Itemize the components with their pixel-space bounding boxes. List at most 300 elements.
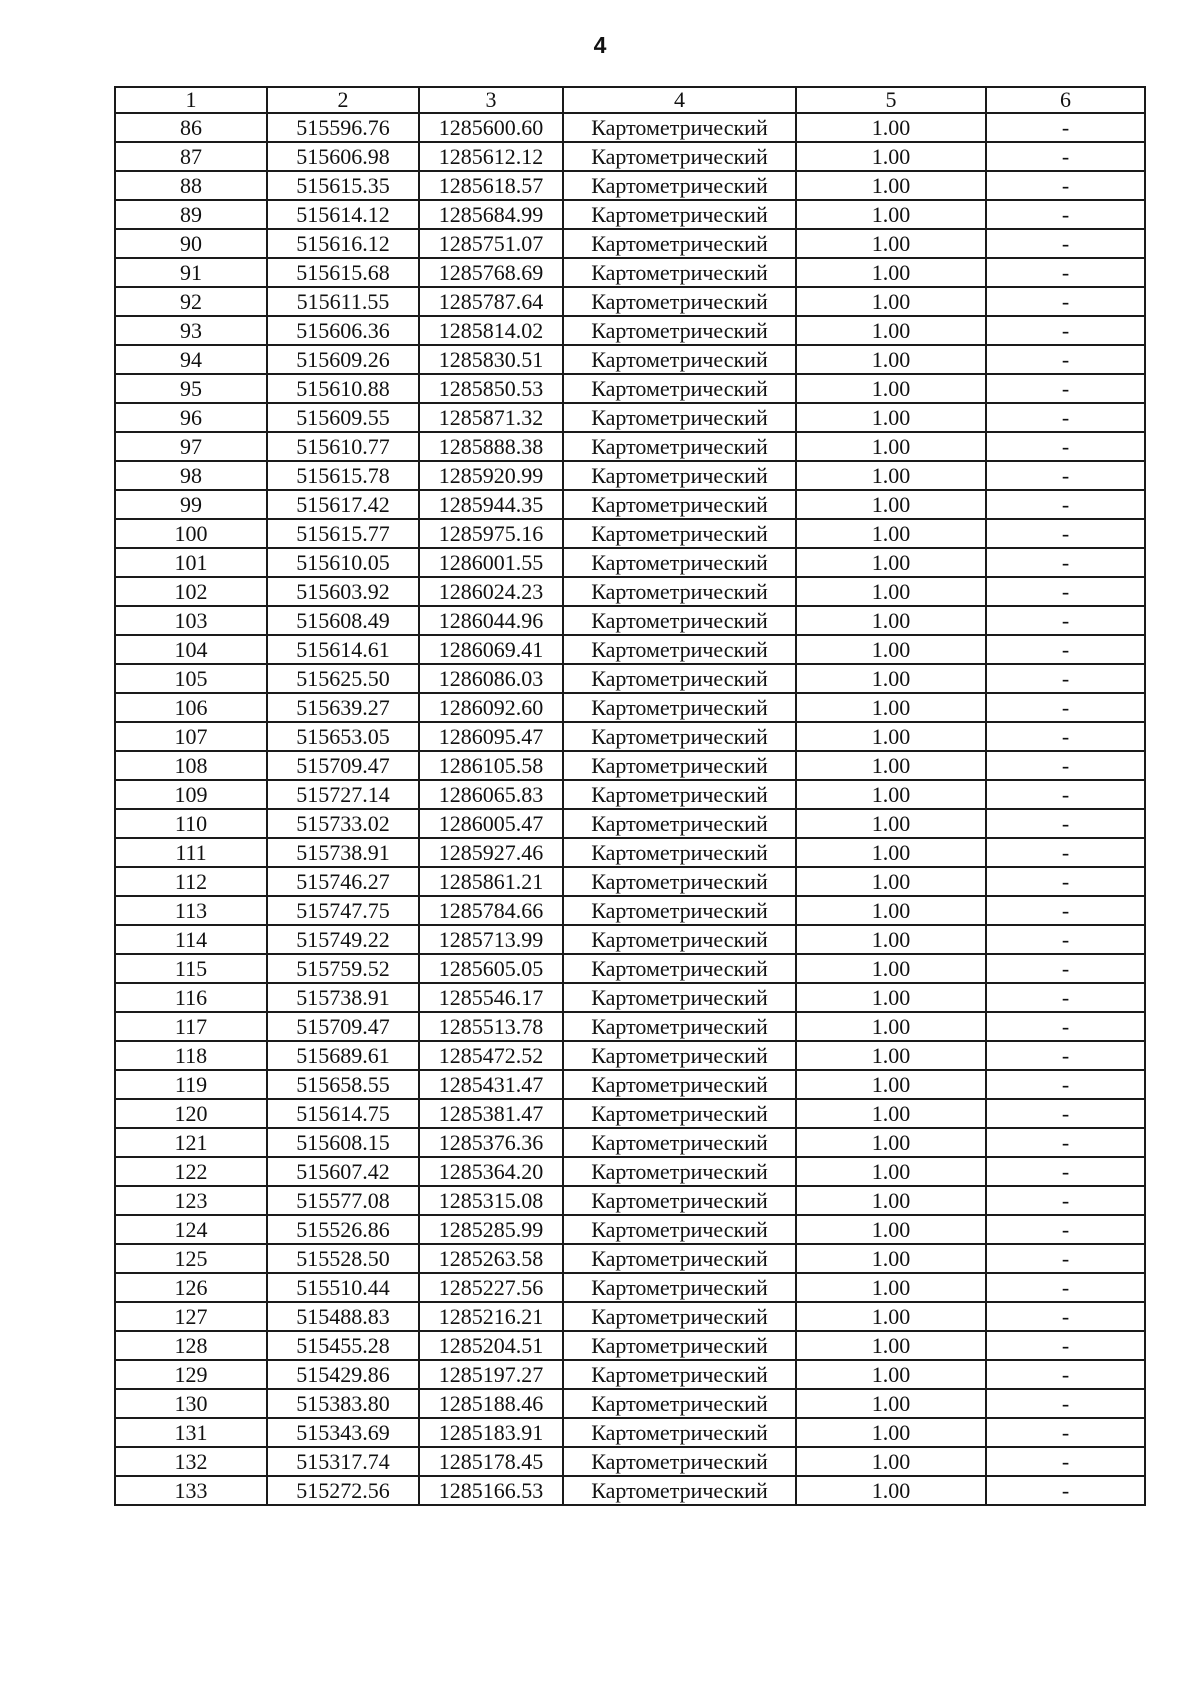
point-number-cell: 88 <box>115 171 267 200</box>
method-cell: Картометрический <box>563 1273 796 1302</box>
x-coordinate-cell: 515615.78 <box>267 461 419 490</box>
table-row <box>115 171 1145 200</box>
x-coordinate-cell: 515759.52 <box>267 954 419 983</box>
table-row <box>115 577 1145 606</box>
method-cell: Картометрический <box>563 751 796 780</box>
column-header-1: 1 <box>115 87 267 113</box>
point-number-cell: 128 <box>115 1331 267 1360</box>
description-cell: - <box>986 1157 1145 1186</box>
table-row <box>115 1041 1145 1070</box>
x-coordinate-cell: 515610.05 <box>267 548 419 577</box>
point-number-cell: 130 <box>115 1389 267 1418</box>
method-cell: Картометрический <box>563 896 796 925</box>
accuracy-cell: 1.00 <box>796 1360 986 1389</box>
x-coordinate-cell: 515746.27 <box>267 867 419 896</box>
table-row <box>115 432 1145 461</box>
method-cell: Картометрический <box>563 316 796 345</box>
accuracy-cell: 1.00 <box>796 983 986 1012</box>
y-coordinate-cell: 1285618.57 <box>419 171 563 200</box>
accuracy-cell: 1.00 <box>796 693 986 722</box>
method-cell: Картометрический <box>563 809 796 838</box>
description-cell: - <box>986 1012 1145 1041</box>
table-row <box>115 1273 1145 1302</box>
x-coordinate-cell: 515658.55 <box>267 1070 419 1099</box>
point-number-cell: 104 <box>115 635 267 664</box>
point-number-cell: 125 <box>115 1244 267 1273</box>
y-coordinate-cell: 1285850.53 <box>419 374 563 403</box>
y-coordinate-cell: 1285814.02 <box>419 316 563 345</box>
method-cell: Картометрический <box>563 258 796 287</box>
point-number-cell: 114 <box>115 925 267 954</box>
table-row <box>115 693 1145 722</box>
description-cell: - <box>986 693 1145 722</box>
description-cell: - <box>986 780 1145 809</box>
table-row <box>115 142 1145 171</box>
table-row <box>115 1302 1145 1331</box>
description-cell: - <box>986 809 1145 838</box>
y-coordinate-cell: 1285183.91 <box>419 1418 563 1447</box>
description-cell: - <box>986 1331 1145 1360</box>
point-number-cell: 115 <box>115 954 267 983</box>
table-row <box>115 287 1145 316</box>
table-row <box>115 1447 1145 1476</box>
table-row <box>115 838 1145 867</box>
method-cell: Картометрический <box>563 200 796 229</box>
table-row <box>115 1012 1145 1041</box>
y-coordinate-cell: 1285830.51 <box>419 345 563 374</box>
point-number-cell: 96 <box>115 403 267 432</box>
table-row <box>115 1186 1145 1215</box>
x-coordinate-cell: 515429.86 <box>267 1360 419 1389</box>
accuracy-cell: 1.00 <box>796 1099 986 1128</box>
table-row <box>115 374 1145 403</box>
description-cell: - <box>986 664 1145 693</box>
accuracy-cell: 1.00 <box>796 1302 986 1331</box>
y-coordinate-cell: 1285364.20 <box>419 1157 563 1186</box>
accuracy-cell: 1.00 <box>796 1157 986 1186</box>
description-cell: - <box>986 1389 1145 1418</box>
x-coordinate-cell: 515749.22 <box>267 925 419 954</box>
y-coordinate-cell: 1285713.99 <box>419 925 563 954</box>
description-cell: - <box>986 867 1145 896</box>
y-coordinate-cell: 1285513.78 <box>419 1012 563 1041</box>
point-number-cell: 89 <box>115 200 267 229</box>
accuracy-cell: 1.00 <box>796 954 986 983</box>
method-cell: Картометрический <box>563 1447 796 1476</box>
description-cell: - <box>986 1099 1145 1128</box>
point-number-cell: 94 <box>115 345 267 374</box>
y-coordinate-cell: 1286024.23 <box>419 577 563 606</box>
column-header-3: 3 <box>419 87 563 113</box>
y-coordinate-cell: 1285166.53 <box>419 1476 563 1505</box>
description-cell: - <box>986 490 1145 519</box>
method-cell: Картометрический <box>563 838 796 867</box>
x-coordinate-cell: 515733.02 <box>267 809 419 838</box>
x-coordinate-cell: 515611.55 <box>267 287 419 316</box>
table-row <box>115 954 1145 983</box>
y-coordinate-cell: 1285285.99 <box>419 1215 563 1244</box>
point-number-cell: 120 <box>115 1099 267 1128</box>
table-row <box>115 258 1145 287</box>
accuracy-cell: 1.00 <box>796 461 986 490</box>
method-cell: Картометрический <box>563 664 796 693</box>
table-row <box>115 925 1145 954</box>
column-header-4: 4 <box>563 87 796 113</box>
description-cell: - <box>986 432 1145 461</box>
x-coordinate-cell: 515603.92 <box>267 577 419 606</box>
y-coordinate-cell: 1285787.64 <box>419 287 563 316</box>
x-coordinate-cell: 515343.69 <box>267 1418 419 1447</box>
accuracy-cell: 1.00 <box>796 1447 986 1476</box>
y-coordinate-cell: 1285188.46 <box>419 1389 563 1418</box>
point-number-cell: 118 <box>115 1041 267 1070</box>
point-number-cell: 101 <box>115 548 267 577</box>
accuracy-cell: 1.00 <box>796 1389 986 1418</box>
description-cell: - <box>986 142 1145 171</box>
description-cell: - <box>986 171 1145 200</box>
accuracy-cell: 1.00 <box>796 142 986 171</box>
table-row <box>115 548 1145 577</box>
description-cell: - <box>986 635 1145 664</box>
method-cell: Картометрический <box>563 374 796 403</box>
method-cell: Картометрический <box>563 722 796 751</box>
x-coordinate-cell: 515738.91 <box>267 838 419 867</box>
point-number-cell: 119 <box>115 1070 267 1099</box>
point-number-cell: 111 <box>115 838 267 867</box>
method-cell: Картометрический <box>563 548 796 577</box>
table-row <box>115 403 1145 432</box>
y-coordinate-cell: 1285178.45 <box>419 1447 563 1476</box>
table-row <box>115 664 1145 693</box>
description-cell: - <box>986 113 1145 142</box>
accuracy-cell: 1.00 <box>796 577 986 606</box>
table-row <box>115 1070 1145 1099</box>
table-row <box>115 1099 1145 1128</box>
x-coordinate-cell: 515615.77 <box>267 519 419 548</box>
description-cell: - <box>986 1273 1145 1302</box>
accuracy-cell: 1.00 <box>796 896 986 925</box>
description-cell: - <box>986 1070 1145 1099</box>
description-cell: - <box>986 1186 1145 1215</box>
y-coordinate-cell: 1285751.07 <box>419 229 563 258</box>
y-coordinate-cell: 1286092.60 <box>419 693 563 722</box>
y-coordinate-cell: 1285376.36 <box>419 1128 563 1157</box>
method-cell: Картометрический <box>563 519 796 548</box>
x-coordinate-cell: 515617.42 <box>267 490 419 519</box>
method-cell: Картометрический <box>563 1157 796 1186</box>
y-coordinate-cell: 1286086.03 <box>419 664 563 693</box>
y-coordinate-cell: 1285944.35 <box>419 490 563 519</box>
method-cell: Картометрический <box>563 1302 796 1331</box>
y-coordinate-cell: 1286105.58 <box>419 751 563 780</box>
method-cell: Картометрический <box>563 1099 796 1128</box>
description-cell: - <box>986 983 1145 1012</box>
method-cell: Картометрический <box>563 1012 796 1041</box>
table-row <box>115 1360 1145 1389</box>
x-coordinate-cell: 515747.75 <box>267 896 419 925</box>
x-coordinate-cell: 515577.08 <box>267 1186 419 1215</box>
accuracy-cell: 1.00 <box>796 809 986 838</box>
table-row <box>115 461 1145 490</box>
description-cell: - <box>986 1244 1145 1273</box>
accuracy-cell: 1.00 <box>796 403 986 432</box>
x-coordinate-cell: 515606.36 <box>267 316 419 345</box>
y-coordinate-cell: 1285612.12 <box>419 142 563 171</box>
description-cell: - <box>986 1360 1145 1389</box>
point-number-cell: 98 <box>115 461 267 490</box>
y-coordinate-cell: 1285216.21 <box>419 1302 563 1331</box>
method-cell: Картометрический <box>563 345 796 374</box>
description-cell: - <box>986 896 1145 925</box>
point-number-cell: 132 <box>115 1447 267 1476</box>
point-number-cell: 92 <box>115 287 267 316</box>
accuracy-cell: 1.00 <box>796 1012 986 1041</box>
table-row <box>115 519 1145 548</box>
table-row <box>115 867 1145 896</box>
method-cell: Картометрический <box>563 1389 796 1418</box>
point-number-cell: 112 <box>115 867 267 896</box>
method-cell: Картометрический <box>563 693 796 722</box>
point-number-cell: 90 <box>115 229 267 258</box>
method-cell: Картометрический <box>563 461 796 490</box>
point-number-cell: 87 <box>115 142 267 171</box>
description-cell: - <box>986 954 1145 983</box>
point-number-cell: 86 <box>115 113 267 142</box>
y-coordinate-cell: 1285197.27 <box>419 1360 563 1389</box>
y-coordinate-cell: 1285381.47 <box>419 1099 563 1128</box>
method-cell: Картометрический <box>563 1418 796 1447</box>
table-row <box>115 316 1145 345</box>
description-cell: - <box>986 1418 1145 1447</box>
method-cell: Картометрический <box>563 113 796 142</box>
description-cell: - <box>986 258 1145 287</box>
description-cell: - <box>986 1041 1145 1070</box>
y-coordinate-cell: 1285263.58 <box>419 1244 563 1273</box>
x-coordinate-cell: 515727.14 <box>267 780 419 809</box>
y-coordinate-cell: 1286069.41 <box>419 635 563 664</box>
description-cell: - <box>986 1476 1145 1505</box>
method-cell: Картометрический <box>563 1186 796 1215</box>
x-coordinate-cell: 515526.86 <box>267 1215 419 1244</box>
description-cell: - <box>986 519 1145 548</box>
description-cell: - <box>986 229 1145 258</box>
accuracy-cell: 1.00 <box>796 490 986 519</box>
table-header <box>115 87 1145 113</box>
y-coordinate-cell: 1285315.08 <box>419 1186 563 1215</box>
table-row <box>115 722 1145 751</box>
method-cell: Картометрический <box>563 490 796 519</box>
method-cell: Картометрический <box>563 606 796 635</box>
point-number-cell: 93 <box>115 316 267 345</box>
accuracy-cell: 1.00 <box>796 925 986 954</box>
accuracy-cell: 1.00 <box>796 867 986 896</box>
point-number-cell: 91 <box>115 258 267 287</box>
accuracy-cell: 1.00 <box>796 519 986 548</box>
x-coordinate-cell: 515608.15 <box>267 1128 419 1157</box>
x-coordinate-cell: 515614.75 <box>267 1099 419 1128</box>
table-row <box>115 1215 1145 1244</box>
accuracy-cell: 1.00 <box>796 113 986 142</box>
method-cell: Картометрический <box>563 1331 796 1360</box>
accuracy-cell: 1.00 <box>796 1128 986 1157</box>
x-coordinate-cell: 515272.56 <box>267 1476 419 1505</box>
accuracy-cell: 1.00 <box>796 1215 986 1244</box>
method-cell: Картометрический <box>563 635 796 664</box>
accuracy-cell: 1.00 <box>796 1070 986 1099</box>
table-row <box>115 113 1145 142</box>
y-coordinate-cell: 1286065.83 <box>419 780 563 809</box>
method-cell: Картометрический <box>563 577 796 606</box>
table-row <box>115 200 1145 229</box>
description-cell: - <box>986 316 1145 345</box>
y-coordinate-cell: 1285684.99 <box>419 200 563 229</box>
point-number-cell: 110 <box>115 809 267 838</box>
method-cell: Картометрический <box>563 287 796 316</box>
x-coordinate-cell: 515709.47 <box>267 751 419 780</box>
accuracy-cell: 1.00 <box>796 200 986 229</box>
table-row <box>115 751 1145 780</box>
accuracy-cell: 1.00 <box>796 664 986 693</box>
column-header-2: 2 <box>267 87 419 113</box>
x-coordinate-cell: 515738.91 <box>267 983 419 1012</box>
x-coordinate-cell: 515625.50 <box>267 664 419 693</box>
method-cell: Картометрический <box>563 867 796 896</box>
description-cell: - <box>986 461 1145 490</box>
description-cell: - <box>986 403 1145 432</box>
y-coordinate-cell: 1285784.66 <box>419 896 563 925</box>
x-coordinate-cell: 515653.05 <box>267 722 419 751</box>
table-row <box>115 1244 1145 1273</box>
table-row <box>115 983 1145 1012</box>
description-cell: - <box>986 925 1145 954</box>
y-coordinate-cell: 1285472.52 <box>419 1041 563 1070</box>
y-coordinate-cell: 1286005.47 <box>419 809 563 838</box>
description-cell: - <box>986 606 1145 635</box>
x-coordinate-cell: 515689.61 <box>267 1041 419 1070</box>
point-number-cell: 121 <box>115 1128 267 1157</box>
point-number-cell: 99 <box>115 490 267 519</box>
x-coordinate-cell: 515614.12 <box>267 200 419 229</box>
x-coordinate-cell: 515609.55 <box>267 403 419 432</box>
description-cell: - <box>986 287 1145 316</box>
accuracy-cell: 1.00 <box>796 1418 986 1447</box>
point-number-cell: 131 <box>115 1418 267 1447</box>
method-cell: Картометрический <box>563 780 796 809</box>
accuracy-cell: 1.00 <box>796 548 986 577</box>
point-number-cell: 126 <box>115 1273 267 1302</box>
y-coordinate-cell: 1285227.56 <box>419 1273 563 1302</box>
accuracy-cell: 1.00 <box>796 171 986 200</box>
point-number-cell: 108 <box>115 751 267 780</box>
y-coordinate-cell: 1285546.17 <box>419 983 563 1012</box>
x-coordinate-cell: 515596.76 <box>267 113 419 142</box>
description-cell: - <box>986 838 1145 867</box>
accuracy-cell: 1.00 <box>796 258 986 287</box>
description-cell: - <box>986 1128 1145 1157</box>
accuracy-cell: 1.00 <box>796 1476 986 1505</box>
table-row <box>115 1128 1145 1157</box>
point-number-cell: 124 <box>115 1215 267 1244</box>
description-cell: - <box>986 1447 1145 1476</box>
table-row <box>115 1157 1145 1186</box>
table-body <box>115 113 1145 1505</box>
accuracy-cell: 1.00 <box>796 374 986 403</box>
x-coordinate-cell: 515616.12 <box>267 229 419 258</box>
point-number-cell: 105 <box>115 664 267 693</box>
column-header-6: 6 <box>986 87 1145 113</box>
y-coordinate-cell: 1286095.47 <box>419 722 563 751</box>
point-number-cell: 95 <box>115 374 267 403</box>
point-number-cell: 97 <box>115 432 267 461</box>
x-coordinate-cell: 515606.98 <box>267 142 419 171</box>
accuracy-cell: 1.00 <box>796 751 986 780</box>
x-coordinate-cell: 515383.80 <box>267 1389 419 1418</box>
description-cell: - <box>986 751 1145 780</box>
method-cell: Картометрический <box>563 1070 796 1099</box>
accuracy-cell: 1.00 <box>796 722 986 751</box>
method-cell: Картометрический <box>563 403 796 432</box>
y-coordinate-cell: 1285920.99 <box>419 461 563 490</box>
table-row <box>115 896 1145 925</box>
accuracy-cell: 1.00 <box>796 1041 986 1070</box>
table-row <box>115 780 1145 809</box>
x-coordinate-cell: 515528.50 <box>267 1244 419 1273</box>
x-coordinate-cell: 515615.35 <box>267 171 419 200</box>
point-number-cell: 109 <box>115 780 267 809</box>
table-row <box>115 635 1145 664</box>
x-coordinate-cell: 515317.74 <box>267 1447 419 1476</box>
point-number-cell: 113 <box>115 896 267 925</box>
y-coordinate-cell: 1285600.60 <box>419 113 563 142</box>
y-coordinate-cell: 1286001.55 <box>419 548 563 577</box>
description-cell: - <box>986 577 1145 606</box>
x-coordinate-cell: 515455.28 <box>267 1331 419 1360</box>
point-number-cell: 103 <box>115 606 267 635</box>
method-cell: Картометрический <box>563 925 796 954</box>
column-header-5: 5 <box>796 87 986 113</box>
point-number-cell: 129 <box>115 1360 267 1389</box>
y-coordinate-cell: 1285605.05 <box>419 954 563 983</box>
description-cell: - <box>986 1302 1145 1331</box>
description-cell: - <box>986 374 1145 403</box>
y-coordinate-cell: 1285204.51 <box>419 1331 563 1360</box>
point-number-cell: 116 <box>115 983 267 1012</box>
accuracy-cell: 1.00 <box>796 1186 986 1215</box>
accuracy-cell: 1.00 <box>796 1331 986 1360</box>
point-number-cell: 133 <box>115 1476 267 1505</box>
table-row <box>115 1331 1145 1360</box>
method-cell: Картометрический <box>563 1215 796 1244</box>
table-row <box>115 490 1145 519</box>
point-number-cell: 106 <box>115 693 267 722</box>
y-coordinate-cell: 1285927.46 <box>419 838 563 867</box>
method-cell: Картометрический <box>563 142 796 171</box>
accuracy-cell: 1.00 <box>796 838 986 867</box>
y-coordinate-cell: 1285431.47 <box>419 1070 563 1099</box>
accuracy-cell: 1.00 <box>796 606 986 635</box>
method-cell: Картометрический <box>563 1360 796 1389</box>
method-cell: Картометрический <box>563 1128 796 1157</box>
accuracy-cell: 1.00 <box>796 635 986 664</box>
accuracy-cell: 1.00 <box>796 1273 986 1302</box>
header-row <box>115 87 1145 113</box>
x-coordinate-cell: 515639.27 <box>267 693 419 722</box>
coordinates-table <box>114 86 1146 1506</box>
x-coordinate-cell: 515510.44 <box>267 1273 419 1302</box>
point-number-cell: 100 <box>115 519 267 548</box>
x-coordinate-cell: 515488.83 <box>267 1302 419 1331</box>
method-cell: Картометрический <box>563 954 796 983</box>
